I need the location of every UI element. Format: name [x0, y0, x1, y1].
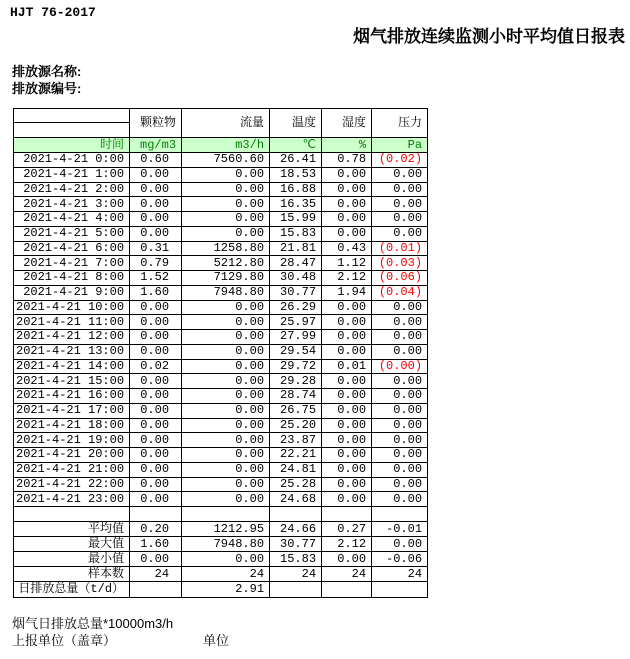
value-cell: -0.06	[372, 552, 428, 567]
value-cell: 0.00	[372, 477, 428, 492]
value-cell: 0.00	[372, 226, 428, 241]
value-cell: 0.00	[130, 448, 182, 463]
value-cell: 0.00	[372, 330, 428, 345]
value-cell: 28.47	[270, 256, 322, 271]
value-cell: 25.28	[270, 477, 322, 492]
table-row	[14, 315, 428, 330]
value-cell: 0.00	[372, 300, 428, 315]
time-cell: 2021-4-21 0:00	[14, 153, 130, 168]
table-row	[14, 226, 428, 241]
value-cell	[322, 582, 372, 598]
value-cell: 0.00	[372, 492, 428, 507]
table-row	[14, 197, 428, 212]
value-cell: 0.00	[322, 330, 372, 345]
unit-percent: %	[322, 138, 372, 153]
value-cell: 24	[130, 567, 182, 582]
value-cell: 0.00	[372, 315, 428, 330]
time-cell: 2021-4-21 16:00	[14, 389, 130, 404]
value-cell: 7560.60	[182, 153, 270, 168]
value-cell: 0.00	[182, 344, 270, 359]
time-cell: 2021-4-21 4:00	[14, 212, 130, 227]
value-cell: 0.31	[130, 241, 182, 256]
value-cell: 15.99	[270, 212, 322, 227]
value-cell: 0.00	[372, 537, 428, 552]
value-cell: 0.00	[130, 403, 182, 418]
value-cell: (0.01)	[372, 241, 428, 256]
column-header-pressure: 压力	[372, 109, 428, 138]
value-cell: -0.01	[372, 522, 428, 537]
value-cell: 0.60	[130, 153, 182, 168]
value-cell: 0.00	[372, 462, 428, 477]
value-cell: 0.00	[182, 403, 270, 418]
value-cell: 0.00	[372, 448, 428, 463]
value-cell: 7948.80	[182, 285, 270, 300]
summary-row	[14, 552, 428, 567]
value-cell: 0.00	[372, 418, 428, 433]
value-cell: 0.00	[130, 418, 182, 433]
table-row	[14, 182, 428, 197]
value-cell	[182, 507, 270, 522]
value-cell: 1.60	[130, 285, 182, 300]
unit-mg-m3: mg/m3	[130, 138, 182, 153]
value-cell: 0.00	[182, 477, 270, 492]
table-row	[14, 403, 428, 418]
time-cell: 2021-4-21 21:00	[14, 462, 130, 477]
table-row	[14, 153, 428, 168]
value-cell: 0.00	[182, 182, 270, 197]
value-cell: 18.53	[270, 167, 322, 182]
value-cell: 1212.95	[182, 522, 270, 537]
value-cell: 0.00	[130, 433, 182, 448]
value-cell: 26.75	[270, 403, 322, 418]
value-cell: 0.00	[130, 389, 182, 404]
value-cell: 0.00	[130, 344, 182, 359]
value-cell	[270, 582, 322, 598]
value-cell: 0.00	[322, 418, 372, 433]
time-cell: 2021-4-21 19:00	[14, 433, 130, 448]
value-cell: 0.00	[130, 197, 182, 212]
value-cell: 30.48	[270, 271, 322, 286]
time-cell: 2021-4-21 9:00	[14, 285, 130, 300]
table-row	[14, 285, 428, 300]
total-row	[14, 582, 428, 598]
value-cell: 21.81	[270, 241, 322, 256]
value-cell: 24	[270, 567, 322, 582]
summary-row	[14, 567, 428, 582]
value-cell: 0.79	[130, 256, 182, 271]
value-cell: 25.97	[270, 315, 322, 330]
value-cell: 24	[322, 567, 372, 582]
empty-row	[14, 507, 428, 522]
value-cell: 0.00	[182, 433, 270, 448]
value-cell: 0.78	[322, 153, 372, 168]
value-cell: 0.00	[182, 492, 270, 507]
value-cell: 0.00	[182, 374, 270, 389]
value-cell: 26.41	[270, 153, 322, 168]
value-cell: 0.00	[372, 403, 428, 418]
value-cell: 0.00	[372, 389, 428, 404]
value-cell: 15.83	[270, 226, 322, 241]
value-cell: 0.00	[322, 226, 372, 241]
value-cell: 0.00	[182, 359, 270, 374]
table-row	[14, 330, 428, 345]
time-cell	[14, 507, 130, 522]
value-cell: 0.00	[322, 315, 372, 330]
value-cell: 0.00	[372, 167, 428, 182]
value-cell: 29.28	[270, 374, 322, 389]
table-row	[14, 241, 428, 256]
time-cell: 2021-4-21 8:00	[14, 271, 130, 286]
value-cell	[130, 507, 182, 522]
time-header: 时间	[14, 138, 130, 153]
value-cell: 0.00	[322, 477, 372, 492]
value-cell: 7948.80	[182, 537, 270, 552]
value-cell: 24	[372, 567, 428, 582]
table-row	[14, 344, 428, 359]
value-cell: 0.00	[322, 448, 372, 463]
standard-code: HJT 76-2017	[10, 5, 96, 20]
value-cell: 0.00	[130, 330, 182, 345]
value-cell: 0.00	[372, 374, 428, 389]
value-cell: 0.00	[130, 315, 182, 330]
value-cell: 0.00	[182, 389, 270, 404]
table-row	[14, 212, 428, 227]
value-cell: 0.00	[130, 374, 182, 389]
time-cell: 2021-4-21 2:00	[14, 182, 130, 197]
value-cell: 2.91	[182, 582, 270, 598]
value-cell: 0.02	[130, 359, 182, 374]
corner-cell-top	[14, 109, 130, 123]
time-cell: 2021-4-21 13:00	[14, 344, 130, 359]
value-cell: 0.00	[130, 226, 182, 241]
value-cell: 0.00	[322, 344, 372, 359]
value-cell: 0.00	[182, 552, 270, 567]
value-cell: 0.00	[182, 197, 270, 212]
time-cell: 2021-4-21 17:00	[14, 403, 130, 418]
value-cell: 1.94	[322, 285, 372, 300]
value-cell: 0.00	[130, 167, 182, 182]
value-cell: 0.00	[182, 448, 270, 463]
sum-label: 最大值	[14, 537, 130, 552]
value-cell: 0.00	[182, 330, 270, 345]
column-header-temperature: 温度	[270, 109, 322, 138]
value-cell	[322, 507, 372, 522]
value-cell: 0.00	[182, 462, 270, 477]
table-row	[14, 359, 428, 374]
value-cell: 0.00	[322, 167, 372, 182]
sum-label: 平均值	[14, 522, 130, 537]
value-cell: 0.00	[182, 300, 270, 315]
value-cell: 24.68	[270, 492, 322, 507]
value-cell: 0.00	[182, 167, 270, 182]
value-cell: 0.00	[130, 462, 182, 477]
time-cell: 2021-4-21 3:00	[14, 197, 130, 212]
sum-label: 样本数	[14, 567, 130, 582]
time-cell: 2021-4-21 12:00	[14, 330, 130, 345]
value-cell	[270, 507, 322, 522]
time-cell: 2021-4-21 6:00	[14, 241, 130, 256]
value-cell: 0.00	[372, 344, 428, 359]
value-cell: 0.00	[182, 418, 270, 433]
report-title: 烟气排放连续监测小时平均值日报表	[353, 27, 625, 46]
summary-row	[14, 537, 428, 552]
table-row	[14, 433, 428, 448]
value-cell: 30.77	[270, 537, 322, 552]
summary-row	[14, 522, 428, 537]
value-cell: 28.74	[270, 389, 322, 404]
value-cell: 29.72	[270, 359, 322, 374]
value-cell: 0.00	[130, 300, 182, 315]
value-cell: 2.12	[322, 537, 372, 552]
time-cell: 2021-4-21 7:00	[14, 256, 130, 271]
value-cell: 0.00	[322, 300, 372, 315]
table-row	[14, 448, 428, 463]
value-cell: 0.00	[372, 433, 428, 448]
table-row	[14, 300, 428, 315]
value-cell: 0.00	[322, 492, 372, 507]
value-cell: 16.35	[270, 197, 322, 212]
column-header-particulate: 颗粒物	[130, 109, 182, 138]
value-cell: (0.02)	[372, 153, 428, 168]
table-row	[14, 374, 428, 389]
sum-label: 最小值	[14, 552, 130, 567]
value-cell: 29.54	[270, 344, 322, 359]
unit-celsius: ℃	[270, 138, 322, 153]
value-cell: 0.00	[322, 182, 372, 197]
value-cell: 1.60	[130, 537, 182, 552]
time-cell: 2021-4-21 11:00	[14, 315, 130, 330]
time-cell: 2021-4-21 20:00	[14, 448, 130, 463]
value-cell	[372, 507, 428, 522]
value-cell: 0.00	[322, 389, 372, 404]
time-cell: 2021-4-21 18:00	[14, 418, 130, 433]
value-cell: 16.88	[270, 182, 322, 197]
value-cell: 1258.80	[182, 241, 270, 256]
value-cell: 23.87	[270, 433, 322, 448]
value-cell: 0.00	[322, 462, 372, 477]
value-cell: (0.06)	[372, 271, 428, 286]
value-cell: 5212.80	[182, 256, 270, 271]
value-cell: 0.01	[322, 359, 372, 374]
value-cell: 27.99	[270, 330, 322, 345]
column-header-humidity: 湿度	[322, 109, 372, 138]
value-cell: 22.21	[270, 448, 322, 463]
value-cell	[372, 582, 428, 598]
value-cell: 24.66	[270, 522, 322, 537]
value-cell: 0.00	[182, 212, 270, 227]
value-cell: 25.20	[270, 418, 322, 433]
table-row	[14, 462, 428, 477]
value-cell: 0.00	[130, 492, 182, 507]
source-code-label: 排放源编号:	[12, 81, 82, 96]
value-cell: 24	[182, 567, 270, 582]
corner-cell-bottom	[14, 123, 130, 138]
value-cell: 0.00	[130, 552, 182, 567]
value-cell: 0.00	[322, 212, 372, 227]
table-row	[14, 418, 428, 433]
time-cell: 2021-4-21 23:00	[14, 492, 130, 507]
value-cell: 0.00	[372, 182, 428, 197]
value-cell: 2.12	[322, 271, 372, 286]
value-cell: 0.00	[322, 374, 372, 389]
value-cell: 0.00	[182, 315, 270, 330]
unit-m3-h: m3/h	[182, 138, 270, 153]
value-cell: 0.00	[130, 212, 182, 227]
value-cell: 0.00	[130, 477, 182, 492]
value-cell: (0.03)	[372, 256, 428, 271]
value-cell: 0.00	[322, 403, 372, 418]
table-row	[14, 389, 428, 404]
table-row	[14, 492, 428, 507]
table-row	[14, 167, 428, 182]
value-cell: 0.20	[130, 522, 182, 537]
value-cell: 0.00	[130, 182, 182, 197]
table-row	[14, 256, 428, 271]
value-cell: 0.00	[372, 197, 428, 212]
value-cell: 0.00	[182, 226, 270, 241]
total-label: 日排放总量（t/d）	[14, 582, 130, 598]
value-cell: 7129.80	[182, 271, 270, 286]
value-cell: 0.00	[372, 212, 428, 227]
value-cell: 0.43	[322, 241, 372, 256]
value-cell: 26.29	[270, 300, 322, 315]
time-cell: 2021-4-21 22:00	[14, 477, 130, 492]
column-header-flow: 流量	[182, 109, 270, 138]
table-row	[14, 477, 428, 492]
table-row	[14, 271, 428, 286]
source-name-label: 排放源名称:	[12, 64, 82, 79]
time-cell: 2021-4-21 15:00	[14, 374, 130, 389]
value-cell: 0.00	[322, 552, 372, 567]
unit-pa: Pa	[372, 138, 428, 153]
value-cell: (0.00)	[372, 359, 428, 374]
report-unit-label: 上报单位（盖章）	[12, 633, 117, 648]
report-table	[13, 108, 428, 598]
footer-note: 烟气日排放总量*10000m3/h	[12, 616, 174, 631]
time-cell: 2021-4-21 14:00	[14, 359, 130, 374]
value-cell: 0.00	[322, 433, 372, 448]
value-cell: 1.52	[130, 271, 182, 286]
value-cell: 0.27	[322, 522, 372, 537]
time-cell: 2021-4-21 1:00	[14, 167, 130, 182]
value-cell: 15.83	[270, 552, 322, 567]
value-cell: 30.77	[270, 285, 322, 300]
value-cell: 24.81	[270, 462, 322, 477]
value-cell	[130, 582, 182, 598]
value-cell: 1.12	[322, 256, 372, 271]
value-cell: (0.04)	[372, 285, 428, 300]
time-cell: 2021-4-21 5:00	[14, 226, 130, 241]
value-cell: 0.00	[322, 197, 372, 212]
unit-label: 单位	[203, 633, 230, 648]
time-cell: 2021-4-21 10:00	[14, 300, 130, 315]
